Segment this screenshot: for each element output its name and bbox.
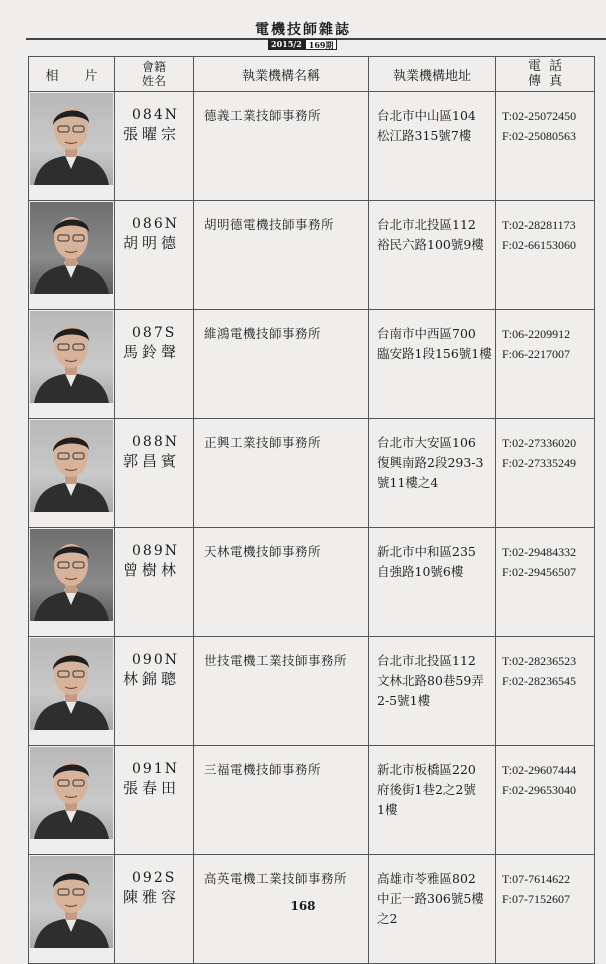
header-photo: 相 片 (29, 57, 115, 92)
id-name-cell (115, 310, 194, 419)
phone-number: T:02-28281173 (502, 218, 576, 232)
issue-badge (268, 39, 338, 50)
address-line: 自強路10號6樓 (377, 564, 464, 579)
member-photo (30, 529, 113, 621)
table-row (29, 92, 595, 201)
address-line: 中正一路306號5樓 (377, 891, 484, 906)
org-address-cell (369, 637, 496, 746)
photo-cell (29, 92, 115, 201)
member-photo (30, 747, 113, 839)
member-photo (30, 420, 113, 512)
org-address-cell (369, 92, 496, 201)
header-org-name: 執業機構名稱 (194, 57, 369, 92)
org-name: 世技電機工業技師事務所 (204, 653, 348, 668)
org-address-cell (369, 746, 496, 855)
member-id: 089N (132, 543, 179, 559)
photo-cell (29, 310, 115, 419)
address-line: 之2 (377, 911, 398, 926)
member-name: 林錦聰 (123, 670, 181, 688)
org-name-cell (194, 637, 369, 746)
phone-number: T:02-28236523 (502, 654, 577, 668)
fax-number: F:02-66153060 (502, 238, 577, 252)
fax-number: F:02-28236545 (502, 674, 577, 688)
member-roster-table (28, 56, 595, 964)
header-phone-fax (496, 57, 595, 92)
portrait-icon (30, 202, 113, 294)
org-address-cell (369, 201, 496, 310)
phone-cell (496, 746, 595, 855)
table-header-row (29, 57, 595, 92)
org-name: 三福電機技師事務所 (204, 762, 322, 777)
portrait-icon (30, 529, 113, 621)
table-row (29, 310, 595, 419)
phone-number: T:02-27336020 (502, 436, 577, 450)
address-line: 台北市中山區104 (377, 108, 476, 123)
org-name: 維鴻電機技師事務所 (204, 326, 322, 341)
id-name-cell (115, 419, 194, 528)
phone-cell (496, 92, 595, 201)
phone-number: T:02-25072450 (502, 109, 577, 123)
photo-cell (29, 746, 115, 855)
member-id: 087S (132, 325, 177, 341)
portrait-icon (30, 93, 113, 185)
address-line: 台北市北投區112 (377, 653, 476, 668)
address-line: 台南市中西區700 (377, 326, 476, 341)
address-line: 台北市大安區106 (377, 435, 476, 450)
member-photo (30, 311, 113, 403)
member-name: 陳雅容 (123, 888, 181, 906)
id-name-cell (115, 637, 194, 746)
portrait-icon (30, 747, 113, 839)
member-id: 084N (132, 107, 179, 123)
address-line: 號11樓之4 (377, 475, 439, 490)
phone-number: T:02-29484332 (502, 545, 577, 559)
address-line: 松江路315號7樓 (377, 128, 472, 143)
member-id: 092S (132, 870, 177, 886)
photo-cell (29, 528, 115, 637)
photo-cell (29, 201, 115, 310)
address-line: 2-5號1樓 (377, 693, 431, 708)
org-name-cell (194, 92, 369, 201)
member-name: 胡明德 (123, 234, 181, 252)
phone-cell (496, 310, 595, 419)
org-name-cell (194, 746, 369, 855)
header-org-address: 執業機構地址 (369, 57, 496, 92)
id-name-cell (115, 201, 194, 310)
address-line: 高雄市苓雅區802 (377, 871, 476, 886)
fax-number: F:07-7152607 (502, 892, 571, 906)
portrait-icon (30, 638, 113, 730)
member-photo (30, 202, 113, 294)
id-name-cell (115, 92, 194, 201)
table-row (29, 637, 595, 746)
phone-cell (496, 419, 595, 528)
magazine-title: 電機技師雜誌 (255, 22, 351, 38)
address-line: 新北市中和區235 (377, 544, 476, 559)
org-address-cell (369, 310, 496, 419)
org-address-cell (369, 528, 496, 637)
address-line: 台北市北投區112 (377, 217, 476, 232)
issue-date: 2015/2 (268, 39, 305, 50)
address-line: 府後街1巷2之2號 (377, 782, 476, 797)
table-row (29, 746, 595, 855)
address-line: 新北市板橋區220 (377, 762, 476, 777)
portrait-icon (30, 311, 113, 403)
org-name: 正興工業技師事務所 (204, 435, 322, 450)
address-line: 文林北路80巷59弄 (377, 673, 484, 688)
member-id: 088N (132, 434, 179, 450)
header-fax: 傳真 (527, 74, 570, 89)
fax-number: F:06-2217007 (502, 347, 571, 361)
id-name-cell (115, 528, 194, 637)
table-row (29, 201, 595, 310)
id-name-cell (115, 746, 194, 855)
org-name: 德義工業技師事務所 (204, 108, 322, 123)
member-name: 曾樹林 (123, 561, 181, 579)
table-row (29, 419, 595, 528)
member-id: 091N (132, 761, 179, 777)
portrait-icon (30, 420, 113, 512)
org-name-cell (194, 201, 369, 310)
header-member-id: 會籍 (141, 60, 166, 74)
member-name: 馬鈴聲 (123, 343, 181, 361)
member-id: 086N (132, 216, 179, 232)
org-name-cell (194, 310, 369, 419)
table-row (29, 528, 595, 637)
address-line: 復興南路2段293-3 (377, 455, 484, 470)
member-name: 張曜宗 (123, 125, 181, 143)
org-name: 胡明德電機技師事務所 (204, 217, 335, 232)
header-id-name (115, 57, 194, 92)
issue-number: 169期 (305, 39, 338, 50)
phone-number: T:07-7614622 (502, 872, 571, 886)
fax-number: F:02-27335249 (502, 456, 577, 470)
phone-cell (496, 637, 595, 746)
phone-number: T:06-2209912 (502, 327, 571, 341)
phone-cell (496, 201, 595, 310)
header-name: 姓名 (141, 74, 166, 88)
member-photo (30, 93, 113, 185)
org-name-cell (194, 528, 369, 637)
org-name-cell (194, 419, 369, 528)
org-address-cell (369, 419, 496, 528)
member-name: 郭昌賓 (123, 452, 181, 470)
member-name: 張春田 (123, 779, 181, 797)
photo-cell (29, 419, 115, 528)
fax-number: F:02-25080563 (502, 129, 577, 143)
fax-number: F:02-29653040 (502, 783, 577, 797)
address-line: 1樓 (377, 802, 398, 817)
member-photo (30, 638, 113, 730)
fax-number: F:02-29456507 (502, 565, 577, 579)
page-number: 168 (290, 899, 316, 913)
address-line: 裕民六路100號9樓 (377, 237, 484, 252)
photo-cell (29, 637, 115, 746)
address-line: 臨安路1段156號1樓 (377, 346, 492, 361)
org-name: 天林電機技師事務所 (204, 544, 322, 559)
member-id: 090N (132, 652, 179, 668)
org-name: 高英電機工業技師事務所 (204, 871, 348, 886)
header-phone: 電話 (527, 59, 570, 74)
phone-number: T:02-29607444 (502, 763, 577, 777)
phone-cell (496, 528, 595, 637)
